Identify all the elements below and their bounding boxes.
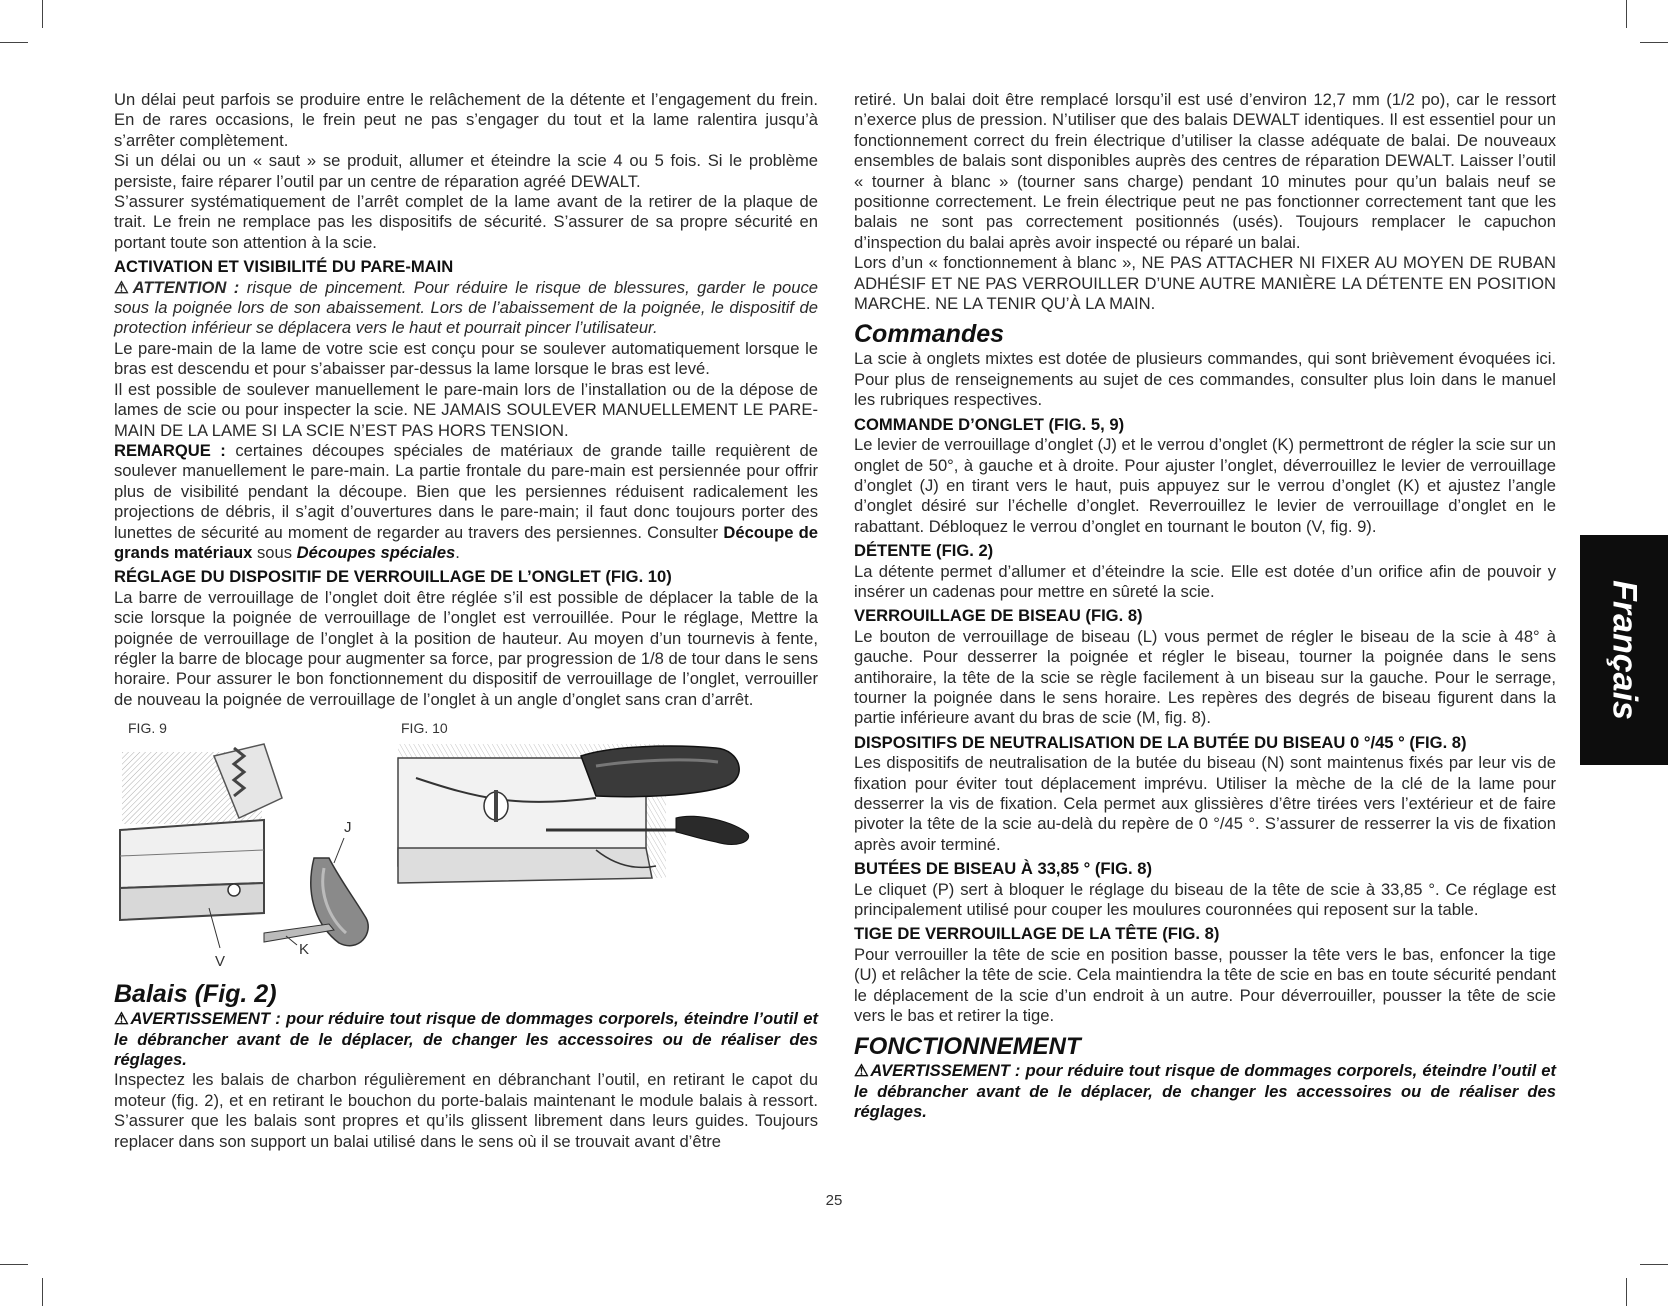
remarque-label: REMARQUE : — [114, 440, 226, 460]
remarque-text: . — [455, 542, 460, 562]
paragraph: Pour verrouiller la tête de scie en position basse, pousser la tête vers le bas, enfoncer la tige (U) et relâcher la tête de scie. Cela maintiendra la tête de scie en bas en toute sécurité pendant le déplacement de la scie d’un endroit à un autre. Pour déverrouiller, pousser la tête de scie vers le bas et retirer la tige. — [854, 944, 1556, 1026]
warning-triangle-icon: ⚠ — [854, 1061, 870, 1081]
paragraph: Si un délai ou un « saut » se produit, allumer et éteindre la scie 4 ou 5 fois. Si le problème persiste, faire réparer l’outil par un centre de réparation agréé DEWALT. — [114, 151, 818, 191]
crop-mark — [1626, 0, 1627, 28]
section-heading: ACTIVATION ET VISIBILITÉ DU PARE-MAIN — [114, 257, 454, 277]
section-title: FONCTIONNEMENT — [854, 1033, 1081, 1061]
cross-reference: Découpe de grands matériaux — [114, 522, 818, 562]
attention-notice — [114, 278, 818, 339]
crop-mark — [42, 1278, 43, 1306]
crop-mark — [1626, 1278, 1627, 1306]
warning-text: pour réduire tout risque de dommages corporels, éteindre l’outil et le débrancher avant de le déplacer, de changer les accessoires ou de réaliser des réglages. — [114, 1009, 818, 1069]
paragraph: Le pare-main de la lame de votre scie est conçu pour se soulever automatiquement lorsque le bras est descendu et pour s’abaisser par-dessus la lame lorsque le bras est levé. — [114, 338, 818, 379]
warning-notice — [114, 1009, 818, 1070]
fig9-label: FIG. 9 — [128, 720, 167, 737]
attention-text: risque de pincement. Pour réduire le risque de blessures, garder le pouce sous la poignée lors de son abaissement. Lors de l’abaissement de la poignée, le dispositif de protection inférieur se déplacera vers le haut et pourrait pincer l’utilisateur. — [114, 277, 818, 338]
warning-notice — [854, 1061, 1556, 1122]
section-heading: BUTÉES DE BISEAU À 33,85 ° (FIG. 8) — [854, 859, 1153, 879]
paragraph: Un délai peut parfois se produire entre le relâchement de la détente et l’engagement du frein. En de rares occasions, le frein peut ne pas s’engager du tout et la lame ralentira jusqu’à s’arrêter complètement. — [114, 90, 818, 150]
warning-label: AVERTISSEMENT : — [130, 1009, 281, 1029]
section-heading: VERROUILLAGE DE BISEAU (FIG. 8) — [854, 606, 1143, 626]
remarque-text: certaines découpes spéciales de matériaux de grande taille requièrent de soulever manuellement le pare-main. La partie frontale du pare-main est persiennée pour offrir plus de visibilité pendant la découpe. Bien que les persiennes réduisent radicalement les projections de débris, il s’agit d’ouvertures dans le pare-main; il faut donc toujours porter des lunettes de sécurité au moment de regarder au travers des persiennes. Consulter — [114, 440, 819, 542]
section-heading: DÉTENTE (FIG. 2) — [854, 541, 994, 561]
paragraph: Le levier de verrouillage d’onglet (J) et le verrou d’onglet (K) permettront de régler la scie sur un onglet de 50°, à gauche et à droite. Pour ajuster l’onglet, déverrouillez le levier de verrouillage d’onglet (J) en tirant vers le haut, puis appuyez sur le verrou d’onglet (K) et ajustez l’angle d’onglet désiré sur l’échelle d’onglet. Reverrouillez le levier de verrouillage d’onglet en le rabattant. Débloquez le verrou d’onglet en tournant le bouton (V, fig. 9). — [854, 435, 1556, 536]
left-column — [114, 90, 818, 1152]
paragraph: Lors d’un « fonctionnement à blanc », NE PAS ATTACHER NI FIXER AU MOYEN DE RUBAN ADHÉSIF ET NE PAS VERROUILLER D’UNE AUTRE MANIÈRE LA DÉTENTE EN POSITION MARCHE. NE LA TENIR QU’À LA MAIN. — [854, 253, 1556, 314]
fig9-illustration — [114, 738, 384, 970]
warning-triangle-icon: ⚠ — [114, 277, 132, 297]
warning-label: AVERTISSEMENT : — [870, 1061, 1021, 1081]
fig10-label: FIG. 10 — [401, 720, 448, 737]
figures-row — [114, 718, 818, 974]
page-number: 25 — [825, 1192, 843, 1209]
section-heading: DISPOSITIFS DE NEUTRALISATION DE LA BUTÉE DU BISEAU 0 °/45 ° (FIG. 8) — [854, 732, 1467, 752]
language-tab-label: Français — [1605, 580, 1644, 720]
paragraph: Inspectez les balais de charbon régulièrement en débranchant l’outil, en retirant le capot du moteur (fig. 2), et en retirant le bouchon du porte-balais maintenant le module balais à ressort. S’assurer que les balais sont propres et qu’ils glissent librement dans leurs guides. Toujours replacer dans son support un balai utilisé dans le sens où il se trouvait avant d’être — [114, 1070, 818, 1151]
fig10-illustration — [396, 738, 756, 908]
fig9-callout-v: V — [215, 953, 226, 971]
right-column — [854, 90, 1556, 1123]
cross-reference: Découpes spéciales — [296, 542, 456, 562]
section-heading: COMMANDE D’ONGLET (FIG. 5, 9) — [854, 414, 1125, 434]
paragraph: Le cliquet (P) sert à bloquer le réglage du biseau de la tête de scie à 33,85 °. Ce réglage est principalement utilisé pour couper les moulures couronnées qui reposent sur la table. — [854, 879, 1556, 920]
paragraph: Le bouton de verrouillage de biseau (L) vous permet de régler le biseau de la scie à 48° à gauche. Pour desserrer la poignée et régler le biseau, tourner la poignée dans le sens antihoraire, la tête de la scie se règle facilement à un biseau sur la gauche. Pour le serrage, tourner la poignée dans le sens horaire. Les repères des degrés de biseau figurent dans la partie inférieure avant du bras de scie (M, fig. 8). — [854, 626, 1556, 728]
remarque-paragraph — [114, 441, 818, 563]
paragraph: Il est possible de soulever manuellement le pare-main lors de l’installation ou de la dépose de lames de scie ou pour inspecter la scie. NE JAMAIS SOULEVER MANUELLEMENT LE PARE-MAIN DE LA LAME SI LA SCIE N’EST PAS HORS TENSION. — [114, 379, 818, 440]
paragraph: La détente permet d’allumer et d’éteindre la scie. Elle est dotée d’un orifice afin de pouvoir y insérer un cadenas pour mettre en sûreté la scie. — [854, 561, 1556, 601]
fig9-callout-j: J — [344, 819, 352, 837]
paragraph: retiré. Un balai doit être remplacé lorsqu’il est usé d’environ 12,7 mm (1/2 po), car le ressort n’exerce plus de pression. N’utiliser que des balais DEWALT identiques. Il est essentiel pour un fonctionnement correct du frein électrique d’utiliser la classe adéquate de balai. De nouveaux ensembles de balais sont disponibles auprès des centres de réparation DEWALT. Laisser l’outil « tourner à blanc » (tourner sans charge) pendant 10 minutes pour qu’un balais neuf se positionne correctement. Le frein électrique peut ne pas fonctionner correctement tant que les balais ne sont pas correctement positionnés (usés). Toujours remplacer le capuchon d’inspection du balai après avoir inspecté ou réparé un balai. — [854, 90, 1556, 252]
paragraph: La barre de verrouillage de l’onglet doit être réglée s’il est possible de déplacer la table de la scie lorsque la poignée de verrouillage de l’onglet est verrouillée. Pour le réglage, Mettre la poignée de verrouillage de l’onglet à la position de hauteur. Au moyen d’un tournevis à fente, régler la barre de blocage pour augmenter sa force, par progression de 1/8 de tour dans le sens horaire. Pour assurer le bon fonctionnement du dispositif de verrouillage de l’onglet, verrouiller de nouveau la poignée de verrouillage de l’onglet à un angle d’onglet sans cran d’arrêt. — [114, 587, 818, 709]
crop-mark — [0, 1264, 28, 1265]
language-tab — [1580, 535, 1668, 765]
section-title: Commandes — [854, 320, 1005, 349]
section-heading: TIGE DE VERROUILLAGE DE LA TÊTE (FIG. 8) — [854, 924, 1220, 944]
paragraph: Les dispositifs de neutralisation de la butée du biseau (N) sont maintenus fixés par leur vis de fixation pour éviter tout déplacement imprévu. Utiliser la mèche de la clé de la lame pour desserrer la vis de fixation. Cela permet aux glissières d’être tirées vers l’extérieur et de faire pivoter la tête de la scie au-delà du repère de 0 °/45 °. S’assurer de resserrer la vis de fixation après avoir terminé. — [854, 753, 1556, 854]
paragraph: La scie à onglets mixtes est dotée de plusieurs commandes, qui sont brièvement évoquées ici. Pour plus de renseignements au sujet de ces commandes, consulter plus loin dans le manuel les rubriques respectives. — [854, 349, 1556, 410]
warning-text: pour réduire tout risque de dommages corporels, éteindre l’outil et le débrancher avant de le déplacer, de changer les accessoires ou de réaliser des réglages. — [854, 1061, 1556, 1122]
paragraph: S’assurer systématiquement de l’arrêt complet de la lame avant de la retirer de la plaque de trait. Le frein ne remplace pas les dispositifs de sécurité. S’assurer de sa propre sécurité en portant toute son attention à la scie. — [114, 192, 818, 252]
crop-mark — [1640, 1264, 1668, 1265]
section-heading: RÉGLAGE DU DISPOSITIF DE VERROUILLAGE DE L’ONGLET (FIG. 10) — [114, 567, 672, 587]
remarque-text: sous — [252, 542, 297, 562]
attention-label: ATTENTION : — [132, 277, 240, 297]
fig9-callout-k: K — [299, 941, 310, 959]
section-title: Balais (Fig. 2) — [114, 980, 277, 1009]
crop-mark — [1640, 42, 1668, 43]
crop-mark — [0, 42, 28, 43]
warning-triangle-icon: ⚠ — [114, 1009, 130, 1029]
crop-mark — [42, 0, 43, 28]
